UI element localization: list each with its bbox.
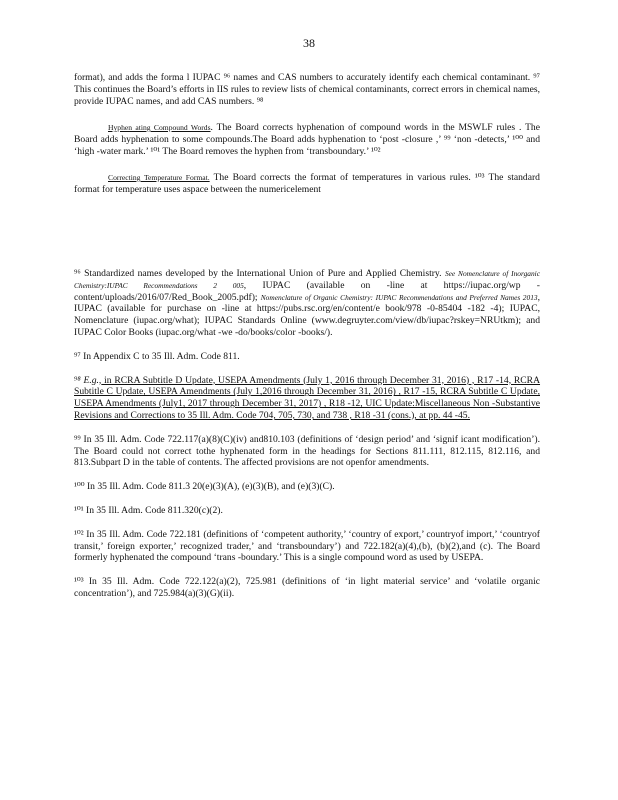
footnote-98-eg: ⁹⁸ E.g., (74, 374, 102, 386)
paragraph-temperature (74, 172, 540, 196)
footnote-98-text: in RCRA Subtitle D Update, USEPA Amendments (July 1, 2016 through December 31, 2016) , R17 -14, RCRA Subtitle C Update, USEPA Amendments (July 1,2016 through December 31, 2016) , R17 -15, RCRA Subtitle C Update, USEPA Amendments (July1, 2017 through December 31, 2017) , R18 -12, UIC Update:Miscellaneous Non -Substantive Revisions and Corrections to 35 Ill. Adm. Code 704, 705, 730, and 738 , R18 -31 (cons.), at pp. 44 -45. (74, 374, 541, 421)
page-number: 38 (303, 36, 315, 50)
body-text (74, 72, 540, 210)
footnote-102: ¹⁰² In 35 Ill. Adm. Code 722.181 (definitions of ‘competent authority,’ ‘country of export,’ countryof import,’ ‘countryof transit,’ foreign exporter,’ recognized trader,’ and ‘transboundary’) and 722.182(a)(4),(b), (b)(2),and (c). The Board formerly hyphenated the compound ‘trans -boundary.’ This is a single compound word as used by USEPA. (74, 528, 540, 564)
footnote-99: ⁹⁹ In 35 Ill. Adm. Code 722.117(a)(8)(C)(iv) and810.103 (definitions of ‘design period’ and ‘signif icant modification’). The Board could not correct tothe hyphenated form in the headings for Sections 811.111, 812.115, 812.116, and 813.Subpart D in the table of contents. The affected provisions are not openfor amendments. (74, 433, 540, 469)
paragraph-hyphenation-text: . The Board corrects hyphenation of compound words in the MSWLF rules . The Board adds hyphenation to some compounds.The Board adds hyphenation to ‘post -closure ,’ ⁹⁹ ‘non -detects,’ ¹⁰⁰ and ‘high -water mark.’ ¹⁰¹ The Board removes the hyphen from ‘transboundary.’ ¹⁰² (74, 122, 540, 157)
footnote-96 (74, 268, 540, 339)
footnote-96-citation-1: See Nomenclature of Inorganic Chemistry:IUPAC Recommendations 2 005 (74, 269, 540, 290)
footnotes (74, 268, 540, 612)
footnote-96-text-3: , IUPAC (available for purchase on -line at https://pubs.rsc.org/en/content/e book/978 -0-85404 -182 -4); IUPAC, Nomenclature (iupac.org/what); IUPAC Standards Online (www.degruyter.com/view/db/iupac?rskey=NRUtkm); and IUPAC Color Books (iupac.org/what -we -do/books/color -books/). (74, 291, 540, 338)
paragraph-hyphenation (74, 122, 540, 158)
footnote-96-text-2: , IUPAC (available on -line at https://iupac.org/wp -content/uploads/2016/07/Red_Book_2005.pdf); (74, 279, 540, 303)
footnote-96-text: ⁹⁶ Standardized names developed by the International Union of Pure and Applied Chemistry. (74, 268, 442, 279)
heading-temperature: Correcting Temperature Format. (108, 173, 210, 182)
footnote-96-citation-2: Nomenclature of Organic Chemistry: IUPAC Recommendations and Preferred Names 2013 (260, 292, 538, 302)
footnote-103: ¹⁰³ In 35 Ill. Adm. Code 722.122(a)(2), 725.981 (definitions of ‘in light material service’ and ‘volatile organic concentration’), and 725.984(a)(3)(G)(ii). (74, 576, 540, 599)
footnote-98 (74, 375, 540, 422)
footnote-101: ¹⁰¹ In 35 Ill. Adm. Code 811.320(c)(2). (74, 504, 223, 516)
footnote-97: ⁹⁷ In Appendix C to 35 Ill. Adm. Code 811. (74, 350, 240, 362)
paragraph-chemical-names: format), and adds the forma l IUPAC ⁹⁶ names and CAS numbers to accurately identify each chemical contaminant. ⁹⁷ This continues the Board’s efforts in IIS rules to review lists of chemical contaminants, correct errors in chemical names, provide IUPAC names, and add CAS numbers. ⁹⁸ (74, 72, 540, 107)
heading-hyphenating: Hyphen ating Compound Words (108, 123, 211, 132)
paragraph-temperature-text: The Board corrects the format of temperatures in various rules. ¹⁰³ The standard format for temperature uses aspace between the numericelement (74, 172, 540, 195)
footnote-100: ¹⁰⁰ In 35 Ill. Adm. Code 811.3 20(e)(3)(A), (e)(3)(B), and (e)(3)(C). (74, 481, 335, 493)
